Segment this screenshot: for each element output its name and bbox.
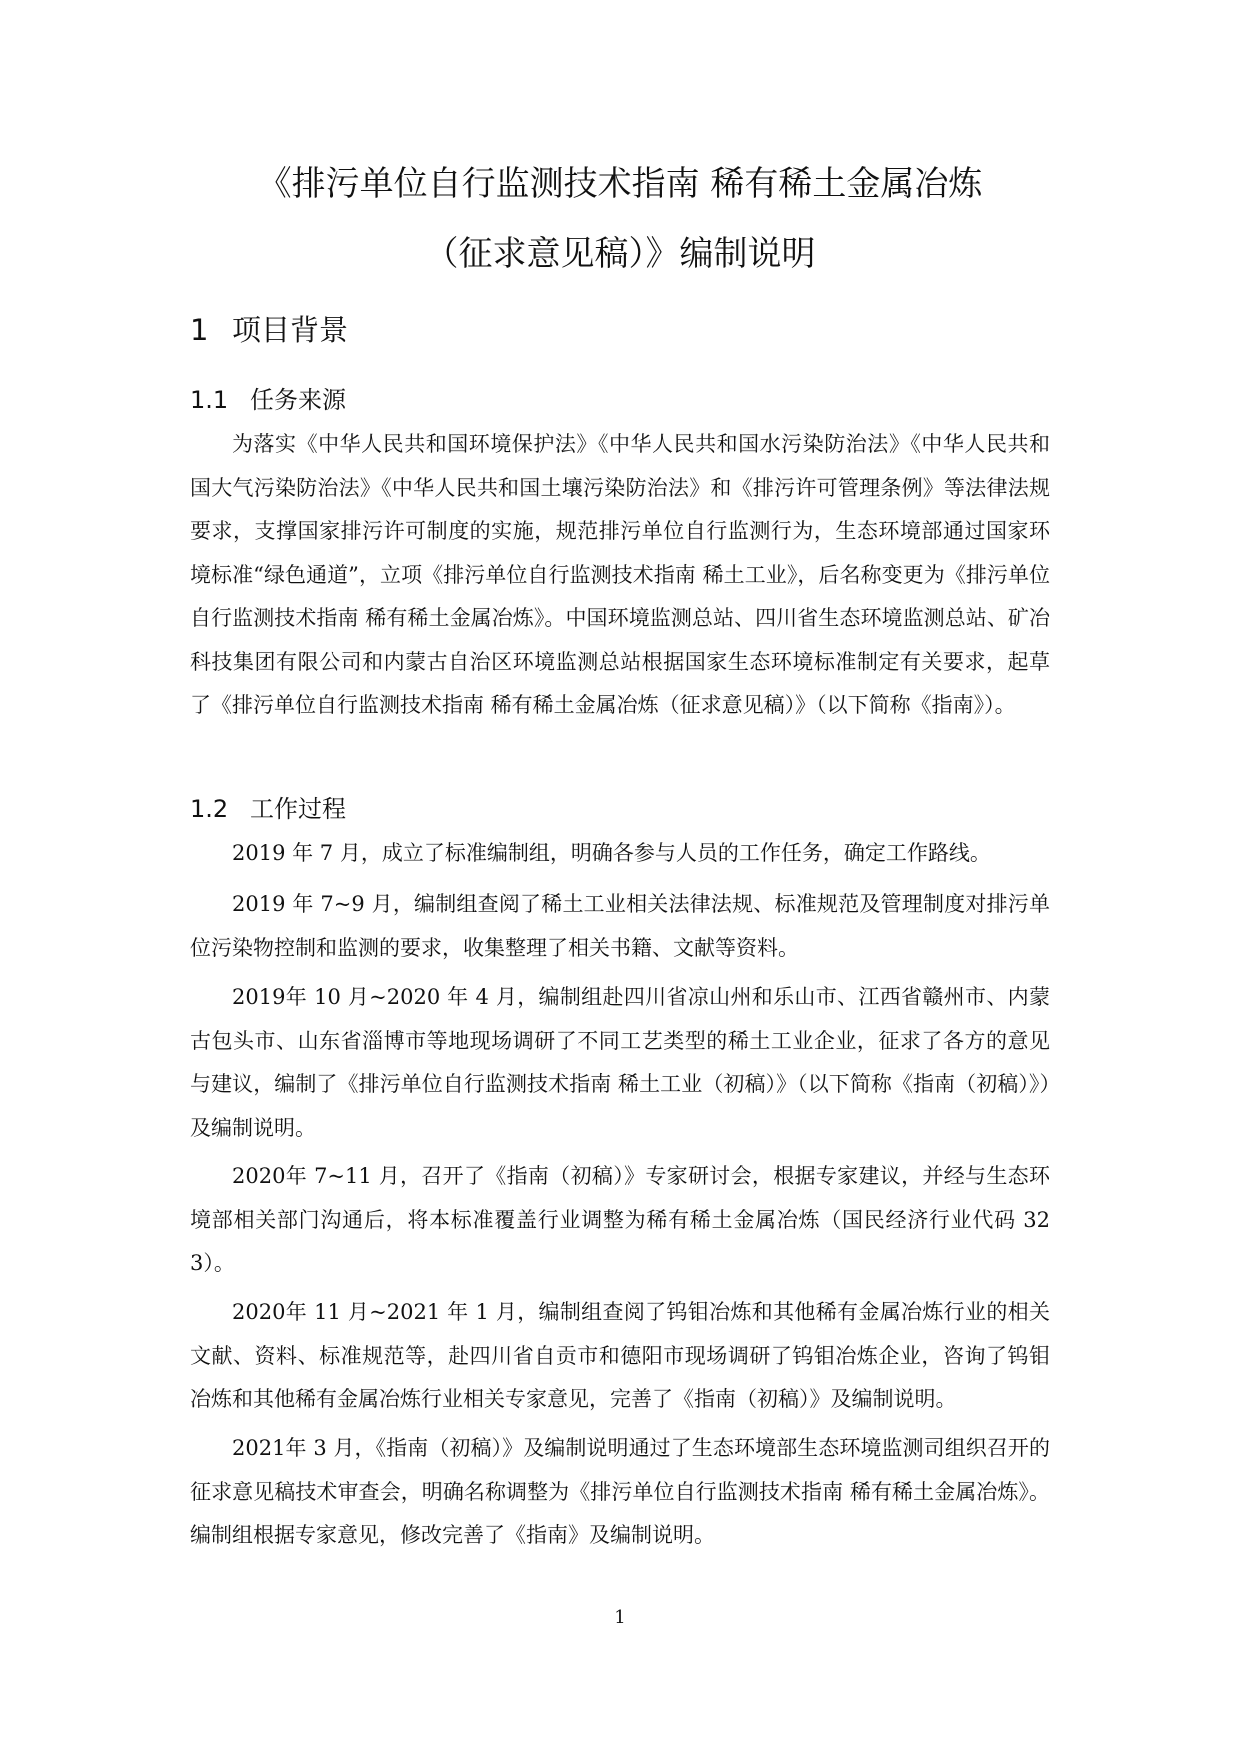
work-process-paragraph: 2019 年 7 月，成立了标准编制组，明确各参与人员的工作任务，确定工作路线。: [232, 841, 991, 865]
subsection-number: 1.1: [190, 386, 229, 414]
task-source-paragraph: 为落实《中华人民共和国环境保护法》《中华人民共和国水污染防治法》《中华人民共和国大气污染防治法》《中华人民共和国土壤污染防治法》和《排污许可管理条例》等法律法规要求，支撑国家排污许可制度的实施，规范排污单位自行监测行为，生态环境部通过国家环境标准“绿色通道”，立项《排污单位自行监测技术指南 稀土工业》，后名称变更为《排污单位自行监测技术指南 稀有稀土金属冶炼》。中国环境监测总站、四川省生态环境监测总站、矿冶科技集团有限公司和内蒙古自治区环境监测总站根据国家生态环境标准制定有关要求，起草了《排污单位自行监测技术指南 稀有稀土金属冶炼（征求意见稿）》（以下简称《指南》）。: [190, 432, 1050, 717]
subsection-number: 1.2: [190, 795, 229, 823]
subsection-title: 工作过程: [250, 795, 346, 823]
section-heading-1: [190, 308, 348, 352]
section-title: 项目背景: [232, 313, 349, 347]
document-title-line2: （征求意见稿）》编制说明: [424, 234, 816, 274]
section-number: 1: [190, 313, 209, 347]
work-process-paragraph: 2021年 3 月，《指南（初稿）》及编制说明通过了生态环境部生态环境监测司组织召开的征求意见稿技术审查会，明确名称调整为《排污单位自行监测技术指南 稀有稀土金属冶炼》。编制组根据专家意见，修改完善了《指南》及编制说明。: [190, 1436, 1050, 1547]
page-number: 1: [614, 1607, 626, 1628]
subsection-title: 任务来源: [250, 386, 346, 414]
subsection-heading-1-1: [190, 380, 346, 420]
work-process-paragraph: 2019年 10 月~2020 年 4 月，编制组赴四川省凉山州和乐山市、江西省赣州市、内蒙古包头市、山东省淄博市等地现场调研了不同工艺类型的稀土工业企业，征求了各方的意见与建议，编制了《排污单位自行监测技术指南 稀土工业（初稿）》（以下简称《指南（初稿）》）及编制说明。: [190, 985, 1050, 1140]
subsection-heading-1-2: [190, 789, 346, 829]
work-process-paragraph: 2020年 11 月~2021 年 1 月，编制组查阅了钨钼冶炼和其他稀有金属冶炼行业的相关文献、资料、标准规范等，赴四川省自贡市和德阳市现场调研了钨钼冶炼企业，咨询了钨钼冶炼和其他稀有金属冶炼行业相关专家意见，完善了《指南（初稿）》及编制说明。: [190, 1300, 1050, 1411]
work-process-paragraph: 2020年 7~11 月，召开了《指南（初稿）》专家研讨会，根据专家建议，并经与生态环境部相关部门沟通后，将本标准覆盖行业调整为稀有稀土金属冶炼（国民经济行业代码 323）。: [190, 1164, 1050, 1275]
document-title-line1: 《排污单位自行监测技术指南 稀有稀土金属冶炼: [257, 164, 983, 204]
work-process-paragraph: 2019 年 7~9 月，编制组查阅了稀土工业相关法律法规、标准规范及管理制度对排污单位污染物控制和监测的要求，收集整理了相关书籍、文献等资料。: [190, 892, 1050, 960]
